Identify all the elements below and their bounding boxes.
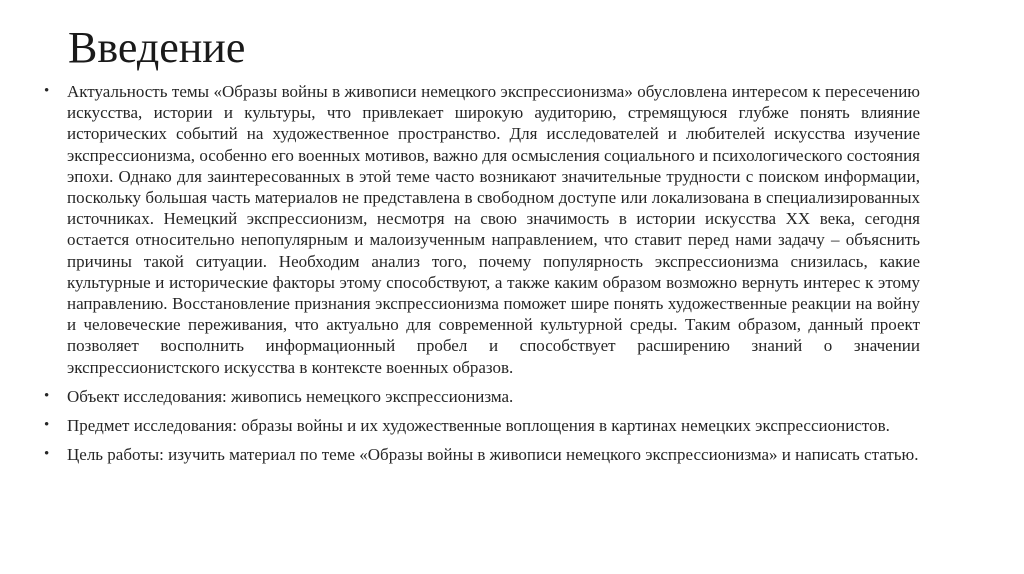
bullet-dot-icon: • [44, 417, 50, 434]
slide-title: Введение [68, 23, 246, 72]
bullet-dot-icon: • [44, 387, 50, 404]
bullet-text: Цель работы: изучить материал по теме «Образы войны в живописи немецкого экспрессионизма» и написать статью. [67, 445, 919, 465]
bullet-text: Объект исследования: живопись немецкого экспрессионизма. [67, 386, 514, 406]
bullet-text: Актуальность темы «Образы войны в живописи немецкого экспрессионизма» обусловлена интересом к пересечению искусства, истории и культуры, что привлекает широкую аудиторию, стремящуюся глубже понять влияние исторических событий на художественное пространство. Для исследователей и любителей искусства изучение экспрессионизма, особенно его военных мотивов, важно для осмысления социального и психологического состояния эпохи. Однако для заинтересованных в этой теме часто возникают значительные трудности с поиском информации, поскольку большая часть материалов не представлена в свободном доступе или локализована в специализированных источниках. Немецкий экспрессионизм, несмотря на свою значимость в истории искусства XX века, сегодня остается относительно непопулярным и малоизученным направлением, что ставит перед нами задачу – объяснить причины такой ситуации. Необходим анализ того, почему популярность экспрессионизма снизилась, какие культурные и исторические факторы этому способствуют, а также каким образом возможно вернуть интерес к этому направлению. Восстановление признания экспрессионизма поможет шире понять художественные реакции на войну и человеческие переживания, что актуально для современной культурной среды. Таким образом, данный проект позволяет восполнить информационный пробел и способствует расширению знаний о значении экспрессионистского искусства в контексте военных образов. [67, 82, 920, 377]
bullet-item-object [40, 386, 920, 407]
bullet-dot-icon: • [44, 446, 50, 463]
bullet-item-relevance [40, 81, 920, 378]
bullet-item-goal [40, 444, 920, 465]
bullet-text: Предмет исследования: образы войны и их художественные воплощения в картинах немецких экспрессионистов. [67, 416, 890, 436]
bullet-dot-icon: • [44, 83, 50, 99]
bullet-item-subject [40, 415, 920, 436]
bullet-list [40, 81, 920, 473]
